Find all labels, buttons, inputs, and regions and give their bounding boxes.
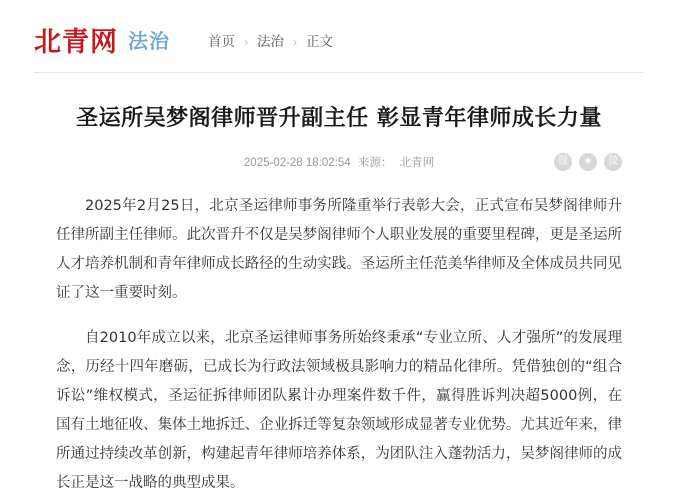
source-name: 北青网: [399, 156, 435, 169]
site-header: [0, 0, 678, 58]
favorite-star-icon[interactable]: ★: [579, 153, 597, 171]
publish-timestamp: 2025-02-28 18:02:54: [243, 156, 351, 169]
article-body: [56, 192, 622, 498]
header-divider: [34, 72, 644, 73]
article-paragraph: 自2010年成立以来，北京圣运律师事务所始终秉承“专业立所、人才强所”的发展理念，历经十四年磨砺，已成长为行政法领域极具影响力的精品化律所。凭借独创的“组合诉讼”维权模式，圣运征拆律师团队累计办理案件数千件，赢得胜诉判决超5000例，在国有土地征收、集体土地拆迁、企业拆迁等复杂领域形成显著专业优势。尤其近年来，律所通过持续改革创新，构建起青年律师培养体系，为团队注入蓬勃活力，吴梦阁律师的成长正是这一战略的典型成果。: [56, 329, 622, 491]
weibo-share-icon[interactable]: 微: [554, 153, 572, 171]
breadcrumb-item-home[interactable]: 首页: [208, 34, 235, 50]
article-paragraph: 2025年2月25日，北京圣运律师事务所隆重举行表彰大会，正式宣布吴梦阁律师升任律所副主任律师。此次晋升不仅是吴梦阁律师个人职业发展的重要里程碑，更是圣运所人才培养机制和青年律师成长路径的生动实践。圣运所主任范美华律师及全体成员共同见证了这一重要时刻。: [56, 197, 622, 301]
page-title: 圣运所吴梦阁律师晋升副主任 彰显青年律师成长力量: [76, 105, 602, 131]
breadcrumb-separator-icon: ›: [293, 35, 297, 49]
source-label: 来源：: [357, 156, 393, 169]
site-channel-label[interactable]: 法治: [128, 31, 170, 53]
breadcrumb-separator-icon: ›: [244, 35, 248, 49]
share-icons: [554, 153, 622, 171]
breadcrumb-item-law[interactable]: 法治: [257, 34, 284, 50]
breadcrumb: [208, 35, 333, 49]
article-meta: [56, 154, 622, 172]
article-container: [0, 103, 678, 498]
site-logo[interactable]: 北青网: [34, 26, 118, 58]
wechat-share-icon[interactable]: 微: [604, 153, 622, 171]
breadcrumb-item-current: 正文: [306, 34, 333, 50]
